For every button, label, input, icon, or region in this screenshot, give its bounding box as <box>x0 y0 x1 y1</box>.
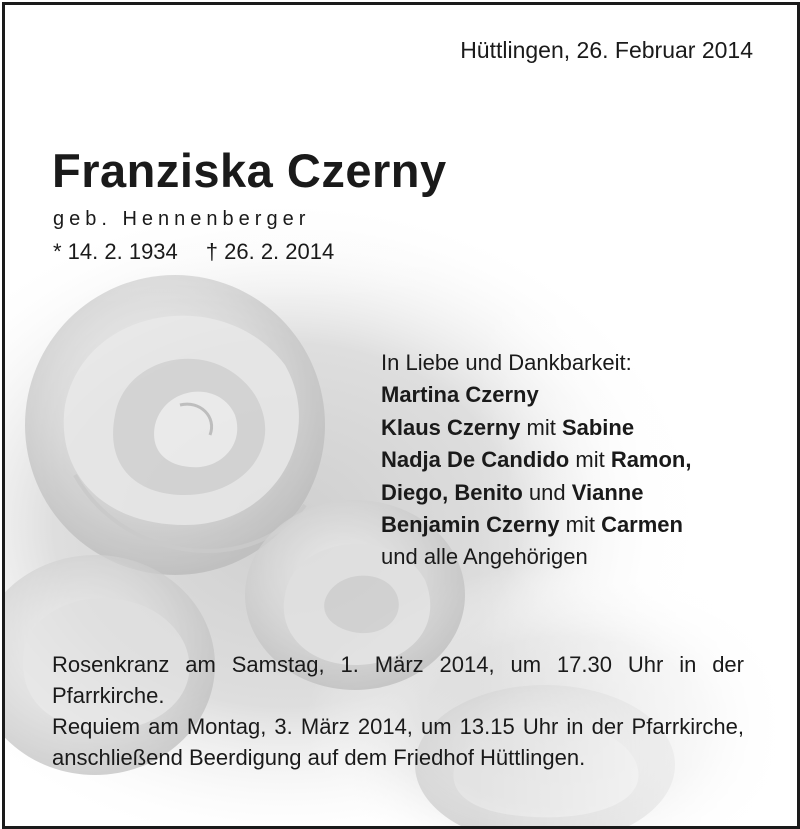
mourner-line <box>381 509 692 541</box>
connector-text: mit <box>559 512 602 538</box>
connector-text: mit <box>520 414 562 440</box>
mourner-line <box>381 477 692 509</box>
connector-text: mit <box>569 447 611 473</box>
death-date: † 26. 2. 2014 <box>205 239 335 264</box>
mourner-name: Ramon, <box>610 447 692 473</box>
mourner-name: Martina Czerny <box>381 382 539 408</box>
mourner-name: Vianne <box>571 479 644 505</box>
rosary-info: Rosenkranz am Samstag, 1. März 2014, um 17.30 Uhr in der Pfarrkirche. <box>52 652 744 708</box>
mourners-list <box>381 347 692 574</box>
mourner-name: Sabine <box>561 414 635 440</box>
life-dates <box>53 239 334 265</box>
place-and-date: Hüttlingen, 26. Februar 2014 <box>460 37 753 63</box>
mourners-closing: und alle Angehörigen <box>381 544 588 570</box>
requiem-info: Requiem am Montag, 3. März 2014, um 13.15 Uhr in der Pfarrkirche, anschließend Beerdigung auf dem Friedhof Hüttlingen. <box>52 714 744 770</box>
birth-date: * 14. 2. 1934 <box>53 239 178 264</box>
service-details <box>52 649 744 773</box>
maiden-name: geb. Hennenberger <box>53 208 311 230</box>
mourners-intro: In Liebe und Dankbarkeit: <box>381 350 632 375</box>
mourner-line <box>381 444 692 476</box>
connector-text: und <box>522 479 572 505</box>
mourner-name: Diego, Benito <box>381 479 523 505</box>
obituary-notice <box>2 2 800 829</box>
deceased-name: Franziska Czerny <box>52 144 447 197</box>
mourner-name: Benjamin Czerny <box>381 512 560 538</box>
mourner-line <box>381 379 692 411</box>
mourner-name: Nadja De Candido <box>381 447 570 473</box>
mourner-name: Klaus Czerny <box>381 414 521 440</box>
mourner-name: Carmen <box>601 512 683 538</box>
mourner-line <box>381 412 692 444</box>
